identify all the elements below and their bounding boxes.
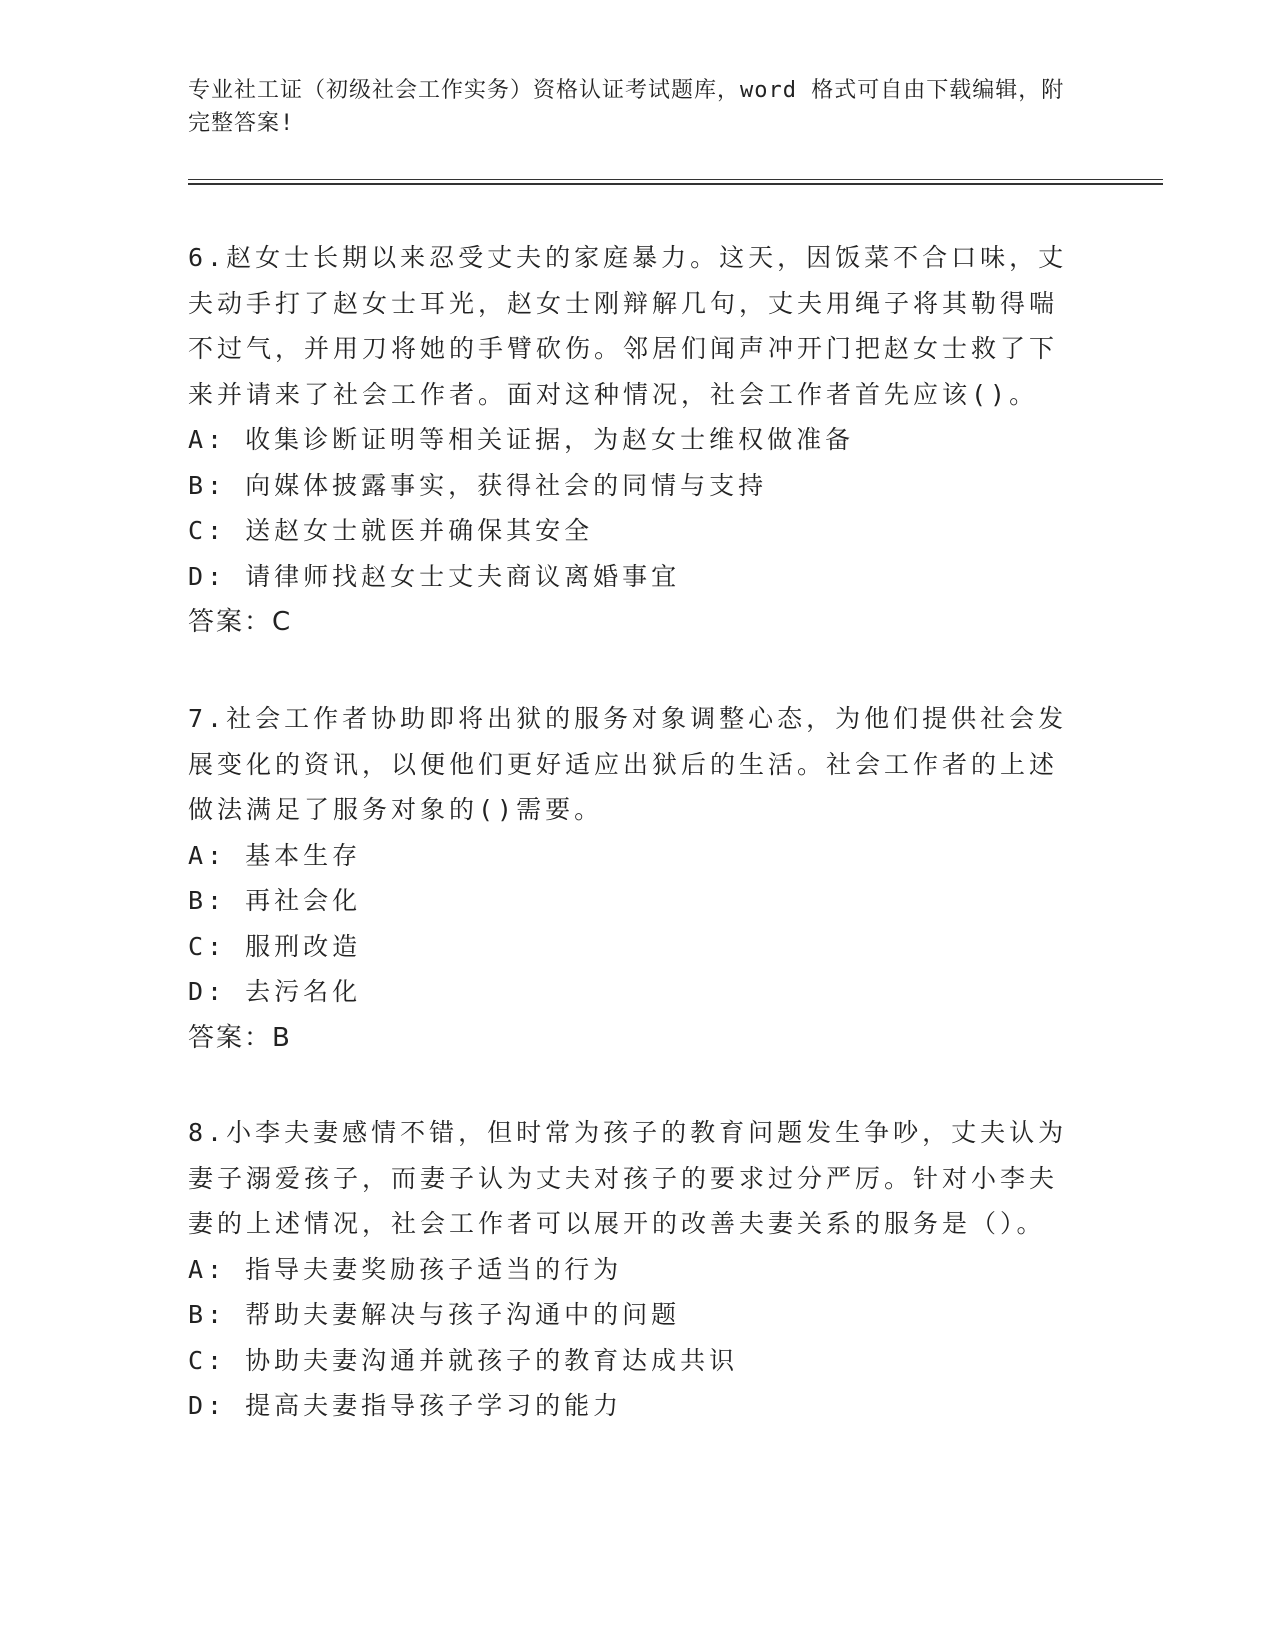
option-b: B: 帮助夫妻解决与孩子沟通中的问题 [188,1300,681,1329]
question-stem: 6.赵女士长期以来忍受丈夫的家庭暴力。这天，因饭菜不合口味，丈夫动手打了赵女士耳光，赵女士刚辩解几句，丈夫用绳子将其勒得喘不过气，并用刀将她的手臂砍伤。邻居们闻声冲开门把赵女士救了下来并请来了社会工作者。面对这种情况，社会工作者首先应该()。 [188,243,1068,409]
option-a: A: 收集诊断证明等相关证据，为赵女士维权做准备 [188,425,855,454]
option-c: C: 服刑改造 [188,931,362,961]
header-divider-thin [188,179,1163,180]
question-stem: 8.小李夫妻感情不错，但时常为孩子的教育问题发生争吵，丈夫认为妻子溺爱孩子，而妻子认为丈夫对孩子的要求过分严厉。针对小李夫妻的上述情况，社会工作者可以展开的改善夫妻关系的服务是（）。 [188,1118,1068,1238]
question-8 [188,1110,1068,1429]
option-d: D: 去污名化 [188,977,362,1006]
option-d: D: 提高夫妻指导孩子学习的能力 [188,1391,623,1420]
question-7 [188,696,1068,1061]
question-stem: 7.社会工作者协助即将出狱的服务对象调整心态，为他们提供社会发展变化的资讯，以便他们更好适应出狱后的生活。社会工作者的上述做法满足了服务对象的()需要。 [188,704,1068,824]
header-divider-thick [188,183,1163,185]
question-6 [188,235,1068,645]
option-b: B: 向媒体披露事实，获得社会的同情与支持 [188,470,768,500]
option-c: C: 协助夫妻沟通并就孩子的教育达成共识 [188,1345,739,1375]
option-c: C: 送赵女士就医并确保其安全 [188,516,594,545]
option-d: D: 请律师找赵女士丈夫商议离婚事宜 [188,561,681,591]
option-a: A: 基本生存 [188,840,362,870]
option-a: A: 指导夫妻奖励孩子适当的行为 [188,1254,623,1284]
option-b: B: 再社会化 [188,886,362,915]
document-header: 专业社工证（初级社会工作实务）资格认证考试题库，word 格式可自由下载编辑，附完整答案! [188,78,1065,136]
answer-label: 答案：B [188,1022,292,1053]
answer-label: 答案：C [188,607,293,637]
